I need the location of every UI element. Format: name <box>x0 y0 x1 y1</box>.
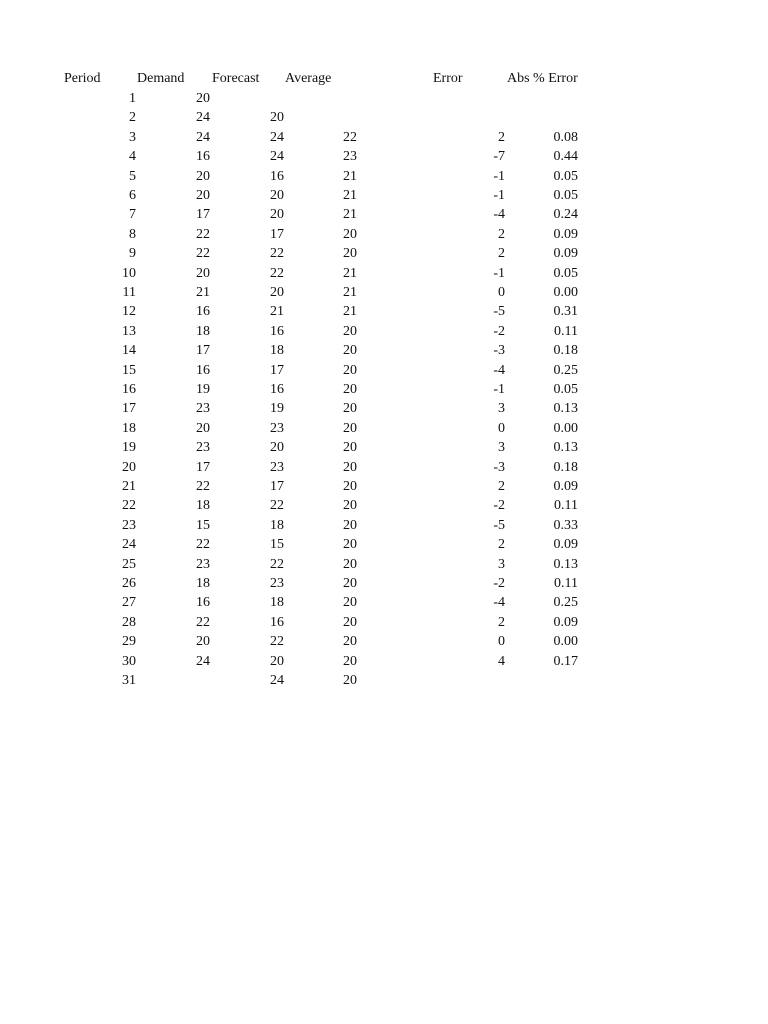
cell-forecast: 18 <box>270 343 284 358</box>
table-row <box>0 381 768 400</box>
cell-forecast: 20 <box>270 188 284 203</box>
cell-demand: 22 <box>196 615 210 630</box>
cell-average: 20 <box>343 363 357 378</box>
table-row <box>0 90 768 109</box>
cell-forecast: 20 <box>270 285 284 300</box>
table-row <box>0 303 768 322</box>
cell-abs-pct-error: 0.11 <box>554 576 578 591</box>
cell-abs-pct-error: 0.13 <box>553 401 578 416</box>
cell-period: 20 <box>122 460 136 475</box>
cell-abs-pct-error: 0.09 <box>553 615 578 630</box>
cell-error: -1 <box>493 169 505 184</box>
cell-forecast: 24 <box>270 149 284 164</box>
cell-error: -7 <box>493 149 505 164</box>
cell-forecast: 20 <box>270 207 284 222</box>
table-row <box>0 575 768 594</box>
cell-period: 15 <box>122 363 136 378</box>
cell-error: -3 <box>493 460 505 475</box>
table-row <box>0 614 768 633</box>
cell-period: 21 <box>122 479 136 494</box>
cell-abs-pct-error: 0.00 <box>553 421 578 436</box>
cell-forecast: 22 <box>270 557 284 572</box>
cell-average: 22 <box>343 130 357 145</box>
cell-error: -1 <box>493 266 505 281</box>
cell-period: 3 <box>129 130 136 145</box>
cell-forecast: 20 <box>270 440 284 455</box>
cell-error: 0 <box>498 421 505 436</box>
cell-abs-pct-error: 0.31 <box>553 304 578 319</box>
cell-average: 20 <box>343 343 357 358</box>
table-row <box>0 323 768 342</box>
cell-average: 20 <box>343 634 357 649</box>
cell-average: 21 <box>343 169 357 184</box>
cell-demand: 23 <box>196 557 210 572</box>
cell-average: 20 <box>343 479 357 494</box>
table-row <box>0 439 768 458</box>
cell-demand: 19 <box>196 382 210 397</box>
table-row <box>0 478 768 497</box>
header-forecast: Forecast <box>212 71 260 86</box>
cell-average: 20 <box>343 227 357 242</box>
cell-average: 20 <box>343 440 357 455</box>
cell-average: 20 <box>343 518 357 533</box>
table-row <box>0 284 768 303</box>
cell-demand: 15 <box>196 518 210 533</box>
cell-period: 12 <box>122 304 136 319</box>
table-row <box>0 420 768 439</box>
table-row <box>0 633 768 652</box>
cell-period: 19 <box>122 440 136 455</box>
header-error: Error <box>433 71 463 86</box>
cell-error: -5 <box>493 518 505 533</box>
cell-average: 20 <box>343 460 357 475</box>
cell-average: 21 <box>343 304 357 319</box>
cell-average: 20 <box>343 382 357 397</box>
cell-abs-pct-error: 0.18 <box>553 460 578 475</box>
cell-forecast: 24 <box>270 673 284 688</box>
cell-average: 20 <box>343 537 357 552</box>
cell-period: 16 <box>122 382 136 397</box>
cell-forecast: 18 <box>270 518 284 533</box>
cell-demand: 24 <box>196 110 210 125</box>
table-row <box>0 517 768 536</box>
cell-error: 2 <box>498 537 505 552</box>
cell-forecast: 24 <box>270 130 284 145</box>
cell-demand: 20 <box>196 91 210 106</box>
cell-error: 2 <box>498 227 505 242</box>
cell-average: 21 <box>343 285 357 300</box>
table-row <box>0 556 768 575</box>
cell-forecast: 23 <box>270 576 284 591</box>
cell-error: -3 <box>493 343 505 358</box>
cell-demand: 22 <box>196 246 210 261</box>
cell-demand: 17 <box>196 207 210 222</box>
header-abs-pct-error: Abs % Error <box>507 71 578 86</box>
cell-period: 4 <box>129 149 136 164</box>
cell-error: -4 <box>493 363 505 378</box>
cell-period: 2 <box>129 110 136 125</box>
cell-average: 20 <box>343 576 357 591</box>
cell-period: 8 <box>129 227 136 242</box>
cell-abs-pct-error: 0.44 <box>553 149 578 164</box>
cell-demand: 20 <box>196 188 210 203</box>
cell-average: 21 <box>343 207 357 222</box>
cell-error: -1 <box>493 188 505 203</box>
cell-forecast: 16 <box>270 324 284 339</box>
cell-demand: 18 <box>196 498 210 513</box>
cell-error: 2 <box>498 479 505 494</box>
cell-demand: 18 <box>196 576 210 591</box>
cell-average: 23 <box>343 149 357 164</box>
cell-error: 2 <box>498 615 505 630</box>
cell-abs-pct-error: 0.25 <box>553 595 578 610</box>
cell-average: 20 <box>343 557 357 572</box>
cell-demand: 20 <box>196 169 210 184</box>
cell-period: 28 <box>122 615 136 630</box>
cell-forecast: 16 <box>270 169 284 184</box>
cell-forecast: 17 <box>270 227 284 242</box>
cell-error: -1 <box>493 382 505 397</box>
cell-forecast: 18 <box>270 595 284 610</box>
cell-average: 20 <box>343 615 357 630</box>
cell-abs-pct-error: 0.11 <box>554 324 578 339</box>
cell-forecast: 16 <box>270 615 284 630</box>
cell-forecast: 22 <box>270 634 284 649</box>
cell-error: 3 <box>498 401 505 416</box>
header-period: Period <box>64 71 101 86</box>
table-row <box>0 206 768 225</box>
table-row <box>0 168 768 187</box>
cell-period: 23 <box>122 518 136 533</box>
cell-abs-pct-error: 0.18 <box>553 343 578 358</box>
cell-demand: 16 <box>196 149 210 164</box>
header-demand: Demand <box>137 71 185 86</box>
cell-demand: 17 <box>196 343 210 358</box>
cell-average: 20 <box>343 498 357 513</box>
cell-abs-pct-error: 0.05 <box>553 266 578 281</box>
cell-demand: 22 <box>196 479 210 494</box>
cell-forecast: 20 <box>270 654 284 669</box>
table-row <box>0 653 768 672</box>
cell-abs-pct-error: 0.13 <box>553 557 578 572</box>
table-row <box>0 342 768 361</box>
cell-period: 30 <box>122 654 136 669</box>
cell-demand: 22 <box>196 537 210 552</box>
table-row <box>0 459 768 478</box>
cell-period: 18 <box>122 421 136 436</box>
cell-period: 5 <box>129 169 136 184</box>
cell-abs-pct-error: 0.25 <box>553 363 578 378</box>
table-row <box>0 245 768 264</box>
cell-forecast: 20 <box>270 110 284 125</box>
cell-demand: 17 <box>196 460 210 475</box>
table-row <box>0 400 768 419</box>
cell-abs-pct-error: 0.11 <box>554 498 578 513</box>
cell-error: 3 <box>498 440 505 455</box>
cell-abs-pct-error: 0.05 <box>553 169 578 184</box>
cell-period: 22 <box>122 498 136 513</box>
cell-forecast: 19 <box>270 401 284 416</box>
cell-demand: 16 <box>196 363 210 378</box>
cell-average: 20 <box>343 246 357 261</box>
cell-period: 31 <box>122 673 136 688</box>
cell-demand: 23 <box>196 440 210 455</box>
cell-error: -2 <box>493 324 505 339</box>
cell-forecast: 15 <box>270 537 284 552</box>
cell-error: 0 <box>498 634 505 649</box>
table-row <box>0 187 768 206</box>
cell-abs-pct-error: 0.13 <box>553 440 578 455</box>
table-row <box>0 129 768 148</box>
cell-demand: 21 <box>196 285 210 300</box>
cell-error: -2 <box>493 576 505 591</box>
cell-abs-pct-error: 0.05 <box>553 382 578 397</box>
cell-demand: 24 <box>196 130 210 145</box>
cell-period: 7 <box>129 207 136 222</box>
cell-period: 10 <box>122 266 136 281</box>
cell-demand: 20 <box>196 266 210 281</box>
cell-period: 17 <box>122 401 136 416</box>
cell-abs-pct-error: 0.33 <box>553 518 578 533</box>
cell-demand: 22 <box>196 227 210 242</box>
cell-demand: 18 <box>196 324 210 339</box>
cell-forecast: 21 <box>270 304 284 319</box>
cell-abs-pct-error: 0.00 <box>553 634 578 649</box>
cell-abs-pct-error: 0.24 <box>553 207 578 222</box>
table-row <box>0 109 768 128</box>
table-row <box>0 265 768 284</box>
cell-abs-pct-error: 0.17 <box>553 654 578 669</box>
cell-forecast: 23 <box>270 421 284 436</box>
cell-forecast: 23 <box>270 460 284 475</box>
cell-error: -4 <box>493 207 505 222</box>
cell-demand: 24 <box>196 654 210 669</box>
cell-average: 21 <box>343 266 357 281</box>
cell-demand: 23 <box>196 401 210 416</box>
cell-demand: 20 <box>196 421 210 436</box>
cell-error: 0 <box>498 285 505 300</box>
cell-abs-pct-error: 0.09 <box>553 227 578 242</box>
cell-error: 2 <box>498 130 505 145</box>
cell-period: 9 <box>129 246 136 261</box>
cell-forecast: 17 <box>270 479 284 494</box>
cell-forecast: 16 <box>270 382 284 397</box>
cell-average: 20 <box>343 324 357 339</box>
table-row <box>0 497 768 516</box>
cell-period: 1 <box>129 91 136 106</box>
cell-period: 24 <box>122 537 136 552</box>
cell-period: 27 <box>122 595 136 610</box>
cell-abs-pct-error: 0.09 <box>553 537 578 552</box>
cell-error: -4 <box>493 595 505 610</box>
cell-period: 29 <box>122 634 136 649</box>
table-row <box>0 536 768 555</box>
cell-average: 21 <box>343 188 357 203</box>
cell-average: 20 <box>343 595 357 610</box>
cell-average: 20 <box>343 421 357 436</box>
cell-forecast: 22 <box>270 266 284 281</box>
cell-error: -2 <box>493 498 505 513</box>
cell-period: 6 <box>129 188 136 203</box>
cell-period: 14 <box>122 343 136 358</box>
cell-period: 11 <box>122 285 136 300</box>
table-row <box>0 672 768 691</box>
cell-abs-pct-error: 0.05 <box>553 188 578 203</box>
table-row <box>0 226 768 245</box>
header-average: Average <box>285 71 332 86</box>
cell-forecast: 22 <box>270 246 284 261</box>
cell-abs-pct-error: 0.00 <box>553 285 578 300</box>
table-row <box>0 594 768 613</box>
cell-abs-pct-error: 0.09 <box>553 246 578 261</box>
cell-demand: 16 <box>196 595 210 610</box>
cell-average: 20 <box>343 401 357 416</box>
cell-average: 20 <box>343 673 357 688</box>
cell-period: 25 <box>122 557 136 572</box>
cell-period: 26 <box>122 576 136 591</box>
cell-period: 13 <box>122 324 136 339</box>
cell-demand: 16 <box>196 304 210 319</box>
table-row <box>0 148 768 167</box>
cell-demand: 20 <box>196 634 210 649</box>
cell-error: 2 <box>498 246 505 261</box>
cell-average: 20 <box>343 654 357 669</box>
cell-abs-pct-error: 0.08 <box>553 130 578 145</box>
cell-error: 3 <box>498 557 505 572</box>
cell-error: -5 <box>493 304 505 319</box>
table-row <box>0 362 768 381</box>
cell-error: 4 <box>498 654 505 669</box>
cell-forecast: 22 <box>270 498 284 513</box>
cell-abs-pct-error: 0.09 <box>553 479 578 494</box>
cell-forecast: 17 <box>270 363 284 378</box>
